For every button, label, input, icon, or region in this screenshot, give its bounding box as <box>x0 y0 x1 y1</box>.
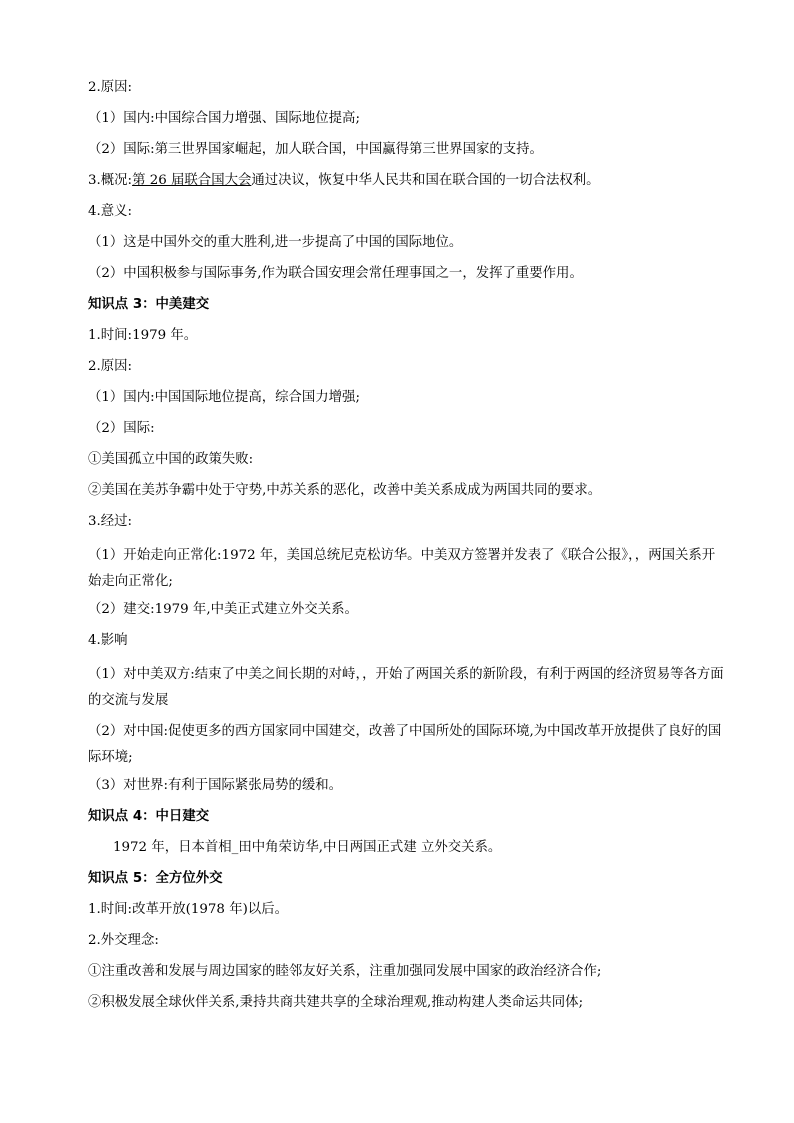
text-line: （1）这是中国外交的重大胜利,进一步提高了中国的国际地位。 <box>88 235 463 250</box>
text-line: 4.影响 <box>88 633 128 648</box>
text-line: （2）国际: <box>88 421 155 436</box>
text-line: ②美国在美苏争霸中处于守势,中苏关系的恶化，改善中美关系成成为两国共同的要求。 <box>88 483 602 498</box>
text-line: 1972 年，日本首相_田中角荣访华,中日两国正式建 立外交关系。 <box>113 840 502 855</box>
text-paragraph: （2）对中国:促使更多的西方国家同中国建交，改善了中国所处的国际环境,为中国改革开放提供了良好的国际环境; <box>88 724 722 765</box>
text-span: 3.概况: <box>88 173 133 188</box>
text-line: ①美国孤立中国的政策失败: <box>88 452 254 467</box>
text-line: （2）建交:1979 年,中美正式建立外交关系。 <box>88 602 358 617</box>
text-line: （1）国内:中国综合国力增强、国际地位提高; <box>88 111 360 126</box>
section-heading: 知识点 3：中美建交 <box>88 297 210 312</box>
text-line: 1.时间:改革开放(1978 年)以后。 <box>88 902 288 917</box>
text-line: （2）中国积极参与国际事务,作为联合国安理会常任理事国之一，发挥了重要作用。 <box>88 266 583 281</box>
text-line: （2）国际:第三世界国家崛起，加人联合国，中国赢得第三世界国家的支持。 <box>88 142 543 157</box>
document-page <box>88 78 728 1024</box>
text-line: 1.时间:1979 年。 <box>88 328 198 343</box>
section-heading: 知识点 5：全方位外交 <box>88 871 223 886</box>
text-line: 2.原因: <box>88 359 133 374</box>
text-line: 2.原因: <box>88 80 133 95</box>
text-span: 通过决议，恢复中华人民共和国在联合国的一切合法权利。 <box>251 173 600 188</box>
text-line: （3）对世界:有利于国际紧张局势的缓和。 <box>88 778 343 793</box>
text-line <box>88 171 728 191</box>
text-line: 3.经过: <box>88 514 133 529</box>
text-line: ①注重改善和发展与周边国家的睦邻友好关系，注重加强同发展中国家的政治经济合作; <box>88 964 602 979</box>
text-line: （1）国内:中国国际地位提高，综合国力增强; <box>88 390 360 405</box>
underlined-text: 第 26 届联合国大会 <box>132 173 252 188</box>
text-line: 2.外交理念: <box>88 933 159 948</box>
text-line: 4.意义: <box>88 204 133 219</box>
text-paragraph: （1）对中美双方:结束了中美之间长期的对峙，，开始了两国关系的新阶段，有利于两国的经济贸易等各方面的交流与发展 <box>88 667 724 708</box>
text-paragraph: （1）开始走向正常化:1972 年，美国总统尼克松访华。中美双方签署并发表了《联合公报》，，两国关系开始走向正常化; <box>88 548 716 589</box>
text-line: ②积极发展全球伙伴关系,秉持共商共建共享的全球治理观,推动构建人类命运共同体; <box>88 995 584 1010</box>
section-heading: 知识点 4：中日建交 <box>88 809 210 824</box>
